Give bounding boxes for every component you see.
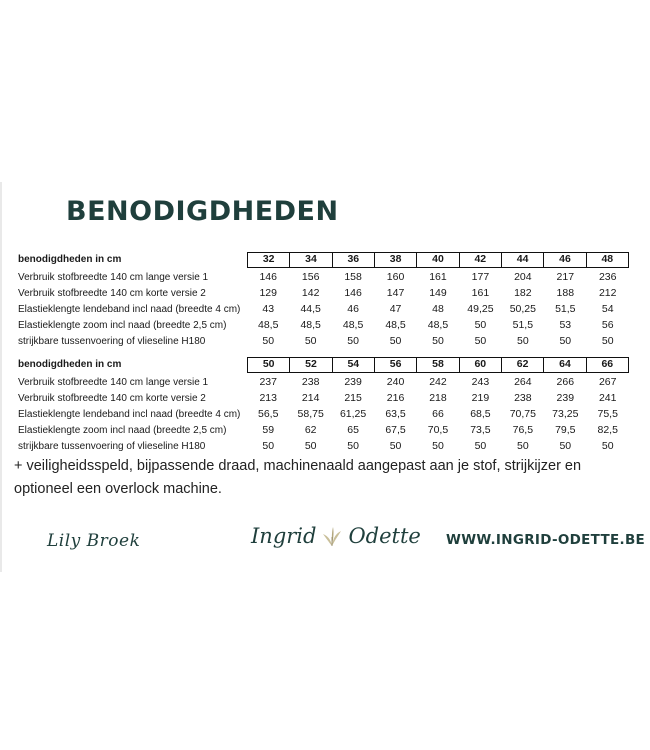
- size-cell: 56: [374, 358, 416, 372]
- value-cell: 161: [471, 287, 490, 299]
- size-cell: 38: [374, 253, 416, 267]
- ingrid-odette-logo: [251, 524, 421, 548]
- value-cell: 214: [301, 392, 320, 404]
- value-cell: 48,5: [300, 319, 321, 331]
- value-cell: 48,5: [342, 319, 364, 331]
- value-cell: 216: [386, 392, 405, 404]
- row-label: Elastieklengte lendeband incl naad (breedte 4 cm): [18, 303, 241, 315]
- size-table-2: [18, 355, 630, 454]
- value-cell: 212: [598, 287, 617, 299]
- row-label: Verbruik stofbreedte 140 cm korte versie 2: [18, 392, 206, 404]
- size-cell: 48: [586, 253, 628, 267]
- row-label: Verbruik stofbreedte 140 cm lange versie 1: [18, 271, 209, 283]
- value-cell: 82,5: [597, 424, 618, 436]
- value-cell: 53: [559, 319, 572, 331]
- size-cell: 32: [262, 252, 275, 265]
- value-cell: 56,5: [258, 408, 279, 420]
- value-cell: 161: [429, 271, 447, 283]
- value-cell: 58,75: [297, 408, 324, 420]
- table-row: [18, 333, 630, 349]
- value-cell: 50: [559, 440, 572, 452]
- value-cell: 50: [262, 335, 275, 347]
- table-row: [18, 422, 630, 438]
- table-row: [18, 374, 630, 390]
- table-header-label: benodigdheden in cm: [18, 359, 122, 370]
- value-cell: 76,5: [512, 424, 534, 436]
- value-cell: 47: [389, 303, 402, 315]
- value-cell: 188: [556, 287, 575, 299]
- value-cell: 266: [556, 376, 575, 388]
- size-table-1: [18, 250, 630, 349]
- value-cell: 49,25: [467, 303, 494, 315]
- value-cell: 50: [304, 335, 317, 347]
- value-cell: 219: [471, 392, 490, 404]
- value-cell: 50: [474, 335, 487, 347]
- value-cell: 59: [262, 424, 275, 436]
- table-row: [18, 390, 630, 406]
- value-cell: 50: [601, 440, 614, 452]
- value-cell: 142: [301, 287, 320, 299]
- value-cell: 50: [601, 335, 614, 347]
- leaf-icon: [320, 525, 344, 547]
- size-cell: 62: [501, 358, 543, 372]
- row-label: Verbruik stofbreedte 140 cm korte versie 2: [18, 287, 206, 299]
- value-cell: 218: [429, 392, 447, 404]
- value-cell: 243: [471, 376, 490, 388]
- website-url: WWW.INGRID-ODETTE.BE: [446, 532, 646, 548]
- value-cell: 160: [386, 271, 405, 283]
- value-cell: 67,5: [385, 424, 406, 436]
- value-cell: 215: [344, 392, 362, 404]
- value-cell: 43: [262, 303, 275, 315]
- size-cell: 44: [501, 253, 543, 267]
- size-cell: 42: [459, 253, 501, 267]
- page-edge: [0, 182, 2, 572]
- value-cell: 240: [386, 376, 405, 388]
- size-cell: 58: [416, 358, 458, 372]
- value-cell: 61,25: [339, 408, 367, 420]
- value-cell: 48: [432, 303, 444, 315]
- value-cell: 63,5: [385, 408, 406, 420]
- value-cell: 264: [514, 376, 532, 388]
- row-label: strijkbare tussenvoering of vlieseline H180: [18, 440, 206, 452]
- value-cell: 44,5: [300, 303, 321, 315]
- value-cell: 46: [347, 303, 359, 315]
- value-cell: 73,25: [552, 408, 579, 420]
- value-cell: 70,75: [509, 408, 536, 420]
- value-cell: 79,5: [555, 424, 576, 436]
- value-cell: 48,5: [427, 319, 449, 331]
- value-cell: 50: [474, 319, 487, 331]
- size-header-cells: [247, 357, 629, 373]
- value-cell: 236: [598, 271, 617, 283]
- value-cell: 50: [517, 335, 529, 347]
- value-cell: 237: [259, 376, 277, 388]
- value-cell: 241: [598, 392, 617, 404]
- logo-text-odette: Odette: [348, 524, 421, 548]
- size-header-cells: [247, 252, 629, 268]
- value-cell: 50: [347, 335, 359, 347]
- value-cell: 238: [514, 392, 532, 404]
- size-cell: 46: [543, 253, 585, 267]
- page-title: BENODIGDHEDEN: [66, 196, 339, 227]
- value-cell: 70,5: [427, 424, 449, 436]
- size-cell: 34: [289, 253, 331, 267]
- value-cell: 56: [601, 319, 614, 331]
- logo-text-ingrid: Ingrid: [251, 524, 317, 548]
- value-cell: 50: [559, 335, 572, 347]
- value-cell: 54: [601, 303, 614, 315]
- value-cell: 62: [304, 424, 317, 436]
- value-cell: 129: [259, 287, 277, 299]
- value-cell: 204: [514, 271, 532, 283]
- row-label: strijkbare tussenvoering of vlieseline H180: [18, 335, 206, 347]
- value-cell: 65: [347, 424, 359, 436]
- size-cell: 50: [262, 357, 275, 370]
- value-cell: 50: [389, 335, 402, 347]
- table-header: [18, 355, 630, 374]
- value-cell: 51,5: [512, 319, 534, 331]
- size-cell: 54: [332, 358, 374, 372]
- supplies-note: + veiligheidsspeld, bijpassende draad, machinenaald aangepast aan je stof, strijkijzer en optioneel een overlock machine.: [14, 458, 582, 497]
- row-label: Elastieklengte lendeband incl naad (breedte 4 cm): [18, 408, 241, 420]
- value-cell: 147: [386, 287, 405, 299]
- value-cell: 75,5: [597, 408, 618, 420]
- value-cell: 50,25: [509, 303, 536, 315]
- size-cell: 52: [289, 358, 331, 372]
- table-row: [18, 317, 630, 333]
- table-header: [18, 250, 630, 269]
- value-cell: 68,5: [470, 408, 491, 420]
- value-cell: 182: [514, 287, 532, 299]
- value-cell: 149: [429, 287, 447, 299]
- value-cell: 73,5: [470, 424, 491, 436]
- value-cell: 50: [304, 440, 317, 452]
- value-cell: 146: [259, 271, 277, 283]
- lily-broek-logo: Lily Broek: [47, 531, 141, 551]
- table-row: [18, 406, 630, 422]
- table-row: [18, 301, 630, 317]
- value-cell: 50: [347, 440, 359, 452]
- value-cell: 239: [344, 376, 362, 388]
- value-cell: 50: [262, 440, 275, 452]
- value-cell: 217: [556, 271, 575, 283]
- value-cell: 158: [344, 271, 362, 283]
- size-cell: 66: [586, 358, 628, 372]
- size-cell: 40: [416, 253, 458, 267]
- value-cell: 48,5: [258, 319, 279, 331]
- value-cell: 66: [432, 408, 444, 420]
- value-cell: 146: [344, 287, 362, 299]
- size-cell: 36: [332, 253, 374, 267]
- table-header-label: benodigdheden in cm: [18, 254, 122, 265]
- value-cell: 50: [474, 440, 487, 452]
- value-cell: 50: [432, 335, 444, 347]
- table-row: [18, 285, 630, 301]
- value-cell: 50: [517, 440, 529, 452]
- value-cell: 50: [432, 440, 444, 452]
- value-cell: 242: [429, 376, 447, 388]
- table-row: [18, 269, 630, 285]
- row-label: Elastieklengte zoom incl naad (breedte 2,5 cm): [18, 319, 227, 331]
- value-cell: 238: [301, 376, 320, 388]
- value-cell: 156: [301, 271, 320, 283]
- value-cell: 51,5: [555, 303, 576, 315]
- row-label: Verbruik stofbreedte 140 cm lange versie 1: [18, 376, 209, 388]
- value-cell: 177: [471, 271, 490, 283]
- table-row: [18, 438, 630, 454]
- size-cell: 64: [543, 358, 585, 372]
- value-cell: 213: [259, 392, 277, 404]
- size-cell: 60: [459, 358, 501, 372]
- value-cell: 239: [556, 392, 575, 404]
- value-cell: 50: [389, 440, 402, 452]
- row-label: Elastieklengte zoom incl naad (breedte 2,5 cm): [18, 424, 227, 436]
- value-cell: 48,5: [385, 319, 406, 331]
- value-cell: 267: [598, 376, 617, 388]
